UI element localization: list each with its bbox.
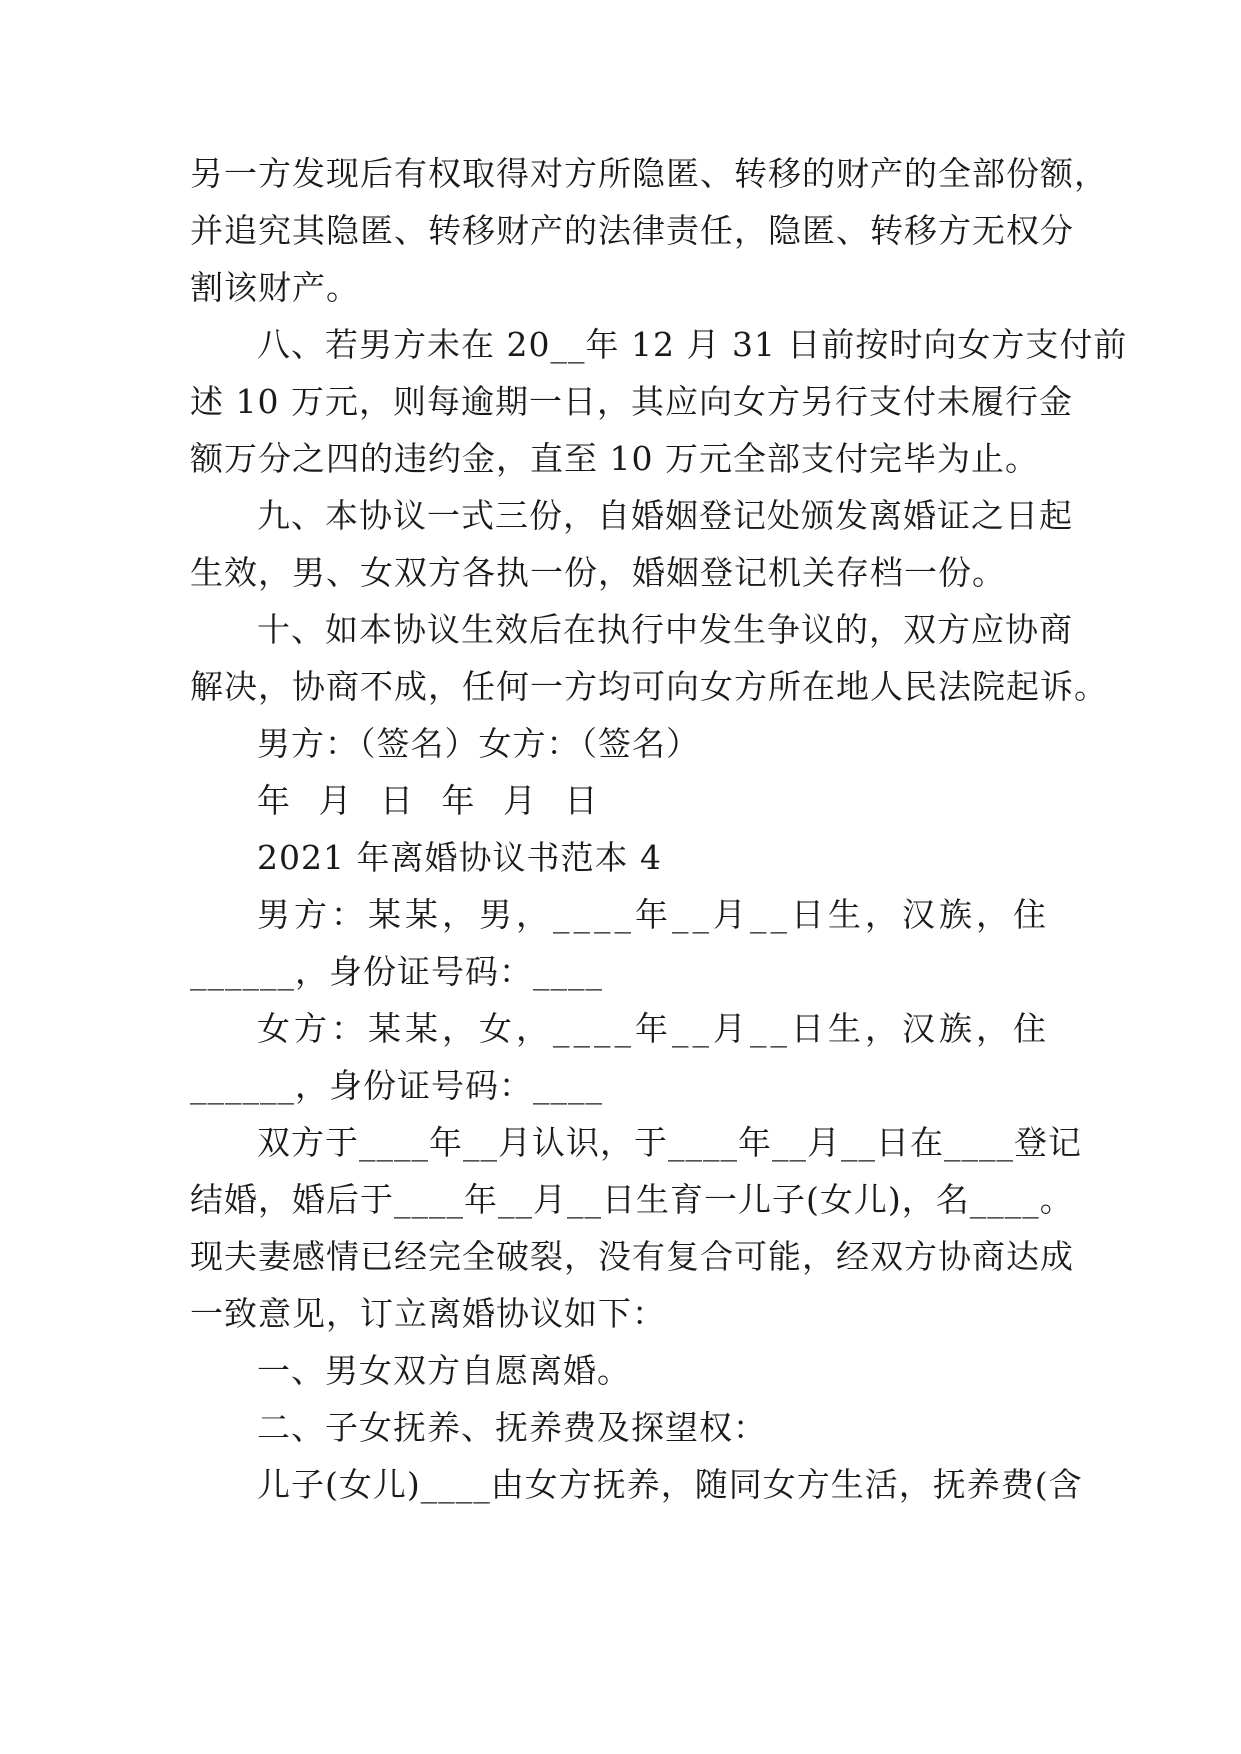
text-line-3: 割该财产。 (190, 268, 360, 307)
background-line-4: 一致意见，订立离婚协议如下： (190, 1294, 666, 1333)
clause-8-line-2: 述 10 万元，则每逾期一日，其应向女方另行支付未履行金 (190, 382, 1073, 421)
male-party-line-1: 男方：某某，男，____年__月__日生，汉族，住 (257, 895, 1050, 934)
clause-2-line: 二、子女抚养、抚养费及探望权： (257, 1408, 767, 1447)
section-title: 2021 年离婚协议书范本 4 (257, 838, 662, 877)
text-line-1: 另一方发现后有权取得对方所隐匿、转移的财产的全部份额， (190, 154, 1108, 193)
female-party-line-1: 女方：某某，女，____年__月__日生，汉族，住 (257, 1009, 1050, 1048)
clause-9-line-1: 九、本协议一式三份，自婚姻登记处颁发离婚证之日起 (257, 496, 1073, 535)
background-line-3: 现夫妻感情已经完全破裂，没有复合可能，经双方协商达成 (190, 1237, 1074, 1276)
custody-line: 儿子(女儿)____由女方抚养，随同女方生活，抚养费(含 (257, 1465, 1083, 1504)
clause-8-line-3: 额万分之四的违约金，直至 10 万元全部支付完毕为止。 (190, 439, 1039, 478)
clause-9-line-2: 生效，男、女双方各执一份，婚姻登记机关存档一份。 (190, 553, 1006, 592)
date-line: 年 月 日 年 月 日 (257, 781, 607, 820)
clause-8-line-1: 八、若男方未在 20__年 12 月 31 日前按时向女方支付前 (257, 325, 1128, 364)
female-party-line-2: ______，身份证号码：____ (190, 1066, 603, 1105)
background-line-1: 双方于____年__月认识，于____年__月__日在____登记 (257, 1123, 1082, 1162)
text-line-2: 并追究其隐匿、转移财产的法律责任，隐匿、转移方无权分 (190, 211, 1074, 250)
male-party-line-2: ______，身份证号码：____ (190, 952, 603, 991)
clause-1-line: 一、男女双方自愿离婚。 (257, 1351, 631, 1390)
clause-10-line-1: 十、如本协议生效后在执行中发生争议的，双方应协商 (257, 610, 1073, 649)
background-line-2: 结婚，婚后于____年__月__日生育一儿子(女儿)，名____。 (190, 1180, 1074, 1219)
clause-10-line-2: 解决，协商不成，任何一方均可向女方所在地人民法院起诉。 (190, 667, 1108, 706)
signature-line: 男方：（签名）女方：（签名） (257, 724, 700, 763)
